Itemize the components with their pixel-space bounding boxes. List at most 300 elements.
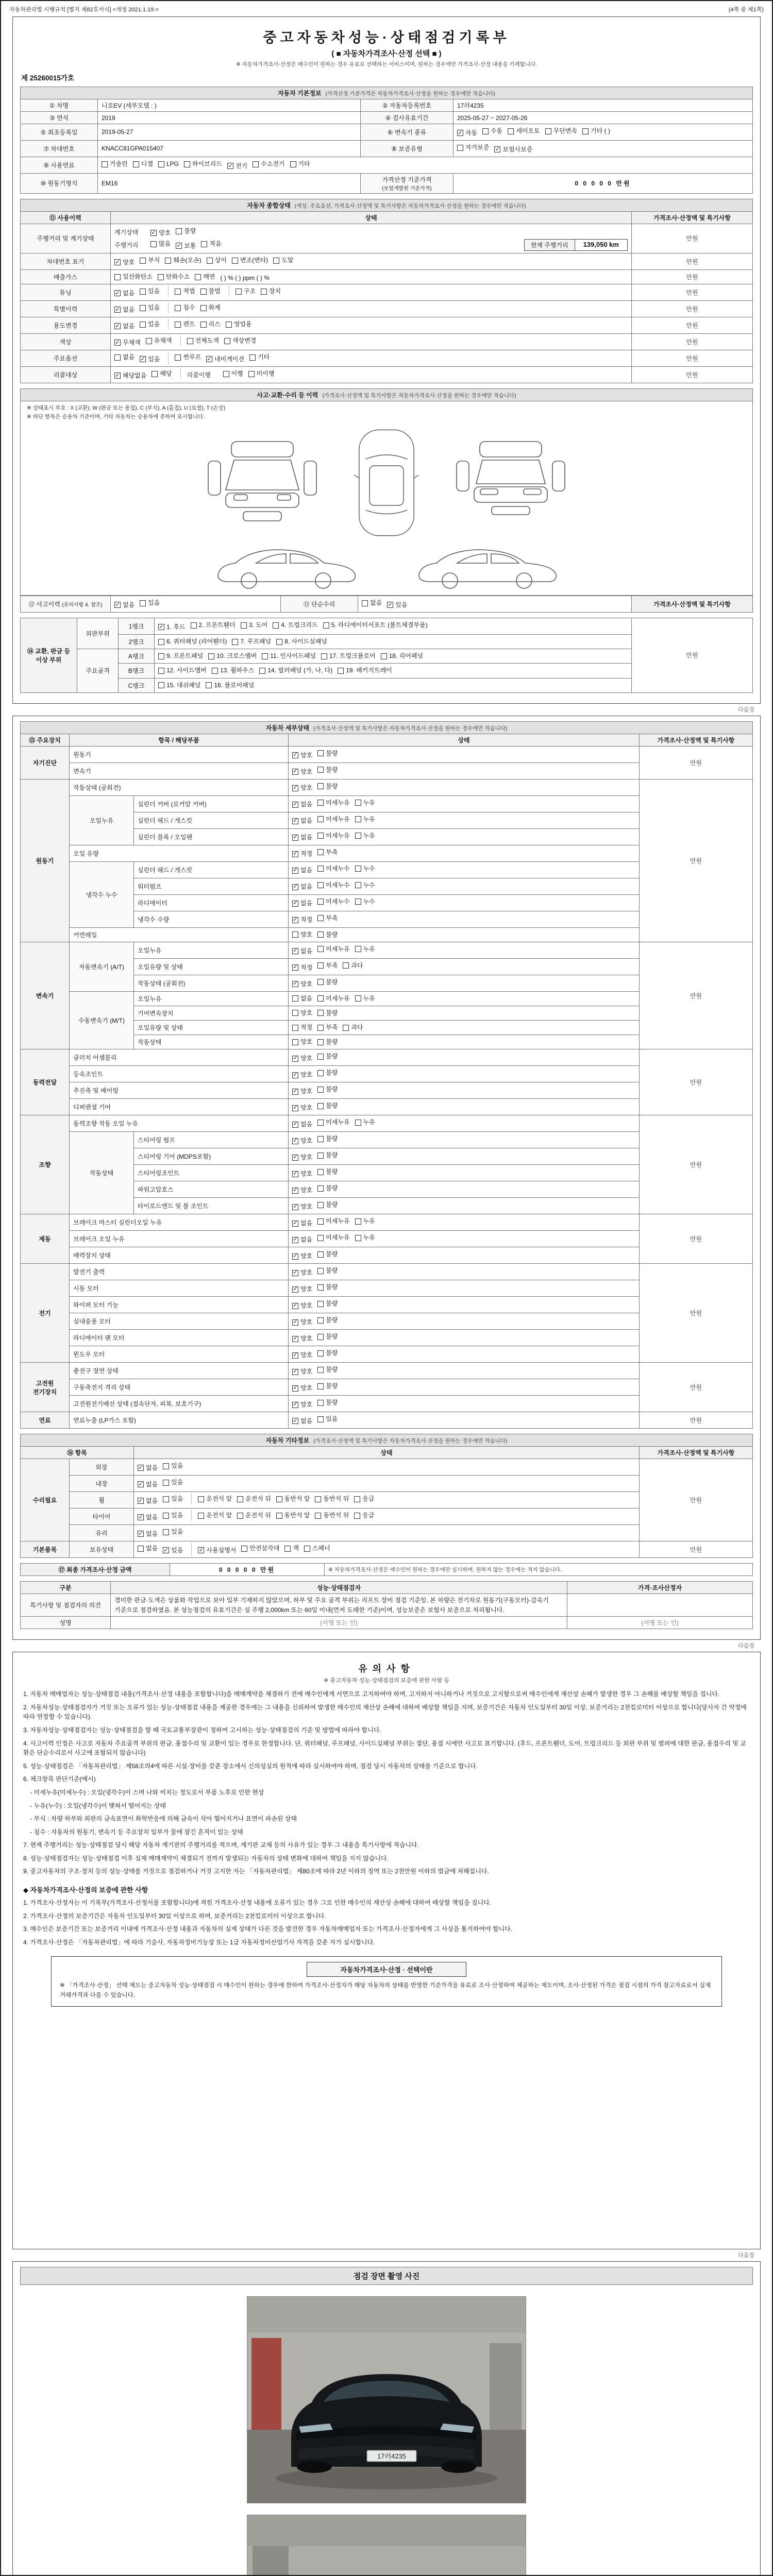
checkbox-option[interactable] xyxy=(292,1120,312,1129)
checkbox-unchecked-icon[interactable] xyxy=(315,1496,321,1502)
checkbox-option[interactable] xyxy=(163,1527,183,1537)
checkbox-unchecked-icon[interactable] xyxy=(317,899,324,905)
checkbox-option[interactable] xyxy=(232,637,271,647)
checkbox-unchecked-icon[interactable] xyxy=(317,979,324,985)
checkbox-unchecked-icon[interactable] xyxy=(198,1513,204,1519)
checkbox-unchecked-icon[interactable] xyxy=(195,274,201,280)
checkbox-unchecked-icon[interactable] xyxy=(317,1235,324,1241)
checkbox-option[interactable] xyxy=(198,1546,236,1555)
checkbox-unchecked-icon[interactable] xyxy=(317,1153,324,1159)
checkbox-option[interactable] xyxy=(317,798,349,808)
checkbox-option[interactable] xyxy=(114,352,135,362)
checkbox-option[interactable] xyxy=(276,1511,310,1520)
checkbox-option[interactable] xyxy=(236,286,256,296)
checkbox-option[interactable] xyxy=(262,651,316,661)
checkbox-option[interactable] xyxy=(241,1544,279,1553)
checkbox-option[interactable] xyxy=(284,1544,299,1553)
checkbox-option[interactable] xyxy=(317,782,338,791)
checkbox-unchecked-icon[interactable] xyxy=(158,274,164,280)
checkbox-unchecked-icon[interactable] xyxy=(582,128,589,134)
checkbox-option[interactable] xyxy=(198,1494,232,1504)
checkbox-unchecked-icon[interactable] xyxy=(224,338,230,344)
checkbox-option[interactable] xyxy=(292,1153,312,1162)
checkbox-option[interactable] xyxy=(187,336,219,346)
checkbox-option[interactable] xyxy=(292,816,312,826)
checkbox-checked-icon[interactable]: ✓ xyxy=(293,1187,298,1193)
checkbox-checked-icon[interactable]: ✓ xyxy=(293,1203,298,1210)
checkbox-unchecked-icon[interactable] xyxy=(355,833,361,839)
checkbox-unchecked-icon[interactable] xyxy=(317,1120,324,1126)
checkbox-option[interactable] xyxy=(261,286,281,296)
checkbox-unchecked-icon[interactable] xyxy=(290,161,296,167)
checkbox-option[interactable] xyxy=(133,159,153,169)
checkbox-checked-icon[interactable]: ✓ xyxy=(138,1497,143,1504)
checkbox-unchecked-icon[interactable] xyxy=(355,816,361,822)
checkbox-checked-icon[interactable]: ✓ xyxy=(115,372,120,379)
checkbox-checked-icon[interactable]: ✓ xyxy=(293,801,298,808)
checkbox-unchecked-icon[interactable] xyxy=(338,668,344,674)
checkbox-unchecked-icon[interactable] xyxy=(276,639,282,645)
checkbox-unchecked-icon[interactable] xyxy=(355,866,361,872)
checkbox-option[interactable] xyxy=(582,126,610,136)
checkbox-option[interactable] xyxy=(317,880,349,890)
checkbox-unchecked-icon[interactable] xyxy=(207,258,213,264)
checkbox-option[interactable] xyxy=(292,1268,312,1278)
checkbox-option[interactable] xyxy=(158,666,207,675)
checkbox-option[interactable] xyxy=(323,620,428,630)
checkbox-option[interactable] xyxy=(317,897,349,907)
checkbox-option[interactable] xyxy=(138,1544,158,1553)
checkbox-unchecked-icon[interactable] xyxy=(317,1185,324,1192)
checkbox-unchecked-icon[interactable] xyxy=(226,321,232,328)
checkbox-option[interactable] xyxy=(355,1117,375,1127)
checkbox-unchecked-icon[interactable] xyxy=(175,305,181,311)
checkbox-option[interactable] xyxy=(206,681,254,690)
checkbox-unchecked-icon[interactable] xyxy=(317,1350,324,1357)
checkbox-unchecked-icon[interactable] xyxy=(317,1218,324,1225)
checkbox-option[interactable] xyxy=(292,979,312,989)
checkbox-unchecked-icon[interactable] xyxy=(163,1513,169,1519)
checkbox-checked-icon[interactable]: ✓ xyxy=(293,1236,298,1243)
checkbox-checked-icon[interactable]: ✓ xyxy=(293,851,298,857)
checkbox-unchecked-icon[interactable] xyxy=(158,682,164,688)
checkbox-option[interactable] xyxy=(317,848,338,857)
checkbox-option[interactable] xyxy=(292,1103,312,1113)
checkbox-option[interactable] xyxy=(317,1233,349,1243)
checkbox-unchecked-icon[interactable] xyxy=(317,1268,324,1274)
checkbox-unchecked-icon[interactable] xyxy=(206,682,212,688)
checkbox-checked-icon[interactable]: ✓ xyxy=(293,785,298,791)
checkbox-unchecked-icon[interactable] xyxy=(317,833,324,839)
checkbox-option[interactable] xyxy=(317,864,349,874)
checkbox-unchecked-icon[interactable] xyxy=(163,1463,169,1469)
checkbox-unchecked-icon[interactable] xyxy=(343,1025,349,1031)
checkbox-option[interactable] xyxy=(273,620,317,630)
checkbox-option[interactable] xyxy=(292,1383,312,1393)
checkbox-unchecked-icon[interactable] xyxy=(191,622,197,629)
checkbox-option[interactable] xyxy=(317,1282,338,1292)
checkbox-checked-icon[interactable]: ✓ xyxy=(293,1318,298,1325)
checkbox-option[interactable] xyxy=(140,256,160,265)
checkbox-unchecked-icon[interactable] xyxy=(236,289,242,295)
checkbox-option[interactable] xyxy=(249,352,270,362)
checkbox-unchecked-icon[interactable] xyxy=(198,1496,204,1502)
checkbox-option[interactable] xyxy=(355,864,375,874)
checkbox-checked-icon[interactable]: ✓ xyxy=(293,1269,298,1276)
checkbox-checked-icon[interactable]: ✓ xyxy=(293,1335,298,1342)
checkbox-option[interactable] xyxy=(304,1544,330,1553)
checkbox-option[interactable] xyxy=(317,1084,338,1094)
checkbox-option[interactable] xyxy=(292,1169,312,1179)
checkbox-option[interactable] xyxy=(226,319,252,329)
checkbox-unchecked-icon[interactable] xyxy=(253,161,259,167)
checkbox-checked-icon[interactable]: ✓ xyxy=(293,1072,298,1078)
checkbox-unchecked-icon[interactable] xyxy=(292,1025,298,1031)
checkbox-option[interactable] xyxy=(237,1494,271,1504)
checkbox-option[interactable] xyxy=(138,1496,158,1506)
checkbox-option[interactable] xyxy=(317,765,338,775)
checkbox-unchecked-icon[interactable] xyxy=(273,258,279,264)
checkbox-option[interactable] xyxy=(292,899,312,908)
checkbox-option[interactable] xyxy=(317,1266,338,1276)
checkbox-unchecked-icon[interactable] xyxy=(102,161,108,167)
checkbox-option[interactable] xyxy=(292,833,312,842)
checkbox-option[interactable] xyxy=(482,126,502,136)
checkbox-option[interactable] xyxy=(355,1233,375,1243)
checkbox-unchecked-icon[interactable] xyxy=(175,354,181,361)
checkbox-option[interactable] xyxy=(290,159,310,169)
checkbox-option[interactable] xyxy=(317,1315,338,1325)
checkbox-unchecked-icon[interactable] xyxy=(208,653,214,659)
checkbox-option[interactable] xyxy=(273,256,293,265)
checkbox-unchecked-icon[interactable] xyxy=(317,1103,324,1109)
checkbox-option[interactable] xyxy=(355,798,375,808)
checkbox-unchecked-icon[interactable] xyxy=(187,338,193,344)
checkbox-option[interactable] xyxy=(292,1284,312,1294)
checkbox-unchecked-icon[interactable] xyxy=(355,899,361,905)
checkbox-unchecked-icon[interactable] xyxy=(184,161,190,167)
checkbox-unchecked-icon[interactable] xyxy=(276,1496,282,1502)
checkbox-option[interactable] xyxy=(317,1249,338,1259)
checkbox-unchecked-icon[interactable] xyxy=(355,1120,361,1126)
checkbox-unchecked-icon[interactable] xyxy=(262,653,268,659)
checkbox-checked-icon[interactable]: ✓ xyxy=(293,1088,298,1094)
checkbox-unchecked-icon[interactable] xyxy=(241,1546,247,1552)
checkbox-option[interactable] xyxy=(292,1202,312,1212)
checkbox-option[interactable] xyxy=(317,1365,338,1375)
checkbox-unchecked-icon[interactable] xyxy=(158,653,164,659)
checkbox-option[interactable] xyxy=(317,961,338,971)
checkbox-option[interactable] xyxy=(292,1136,312,1146)
checkbox-unchecked-icon[interactable] xyxy=(150,241,157,247)
checkbox-unchecked-icon[interactable] xyxy=(317,1039,324,1045)
checkbox-unchecked-icon[interactable] xyxy=(284,1546,291,1552)
checkbox-unchecked-icon[interactable] xyxy=(317,1284,324,1291)
checkbox-unchecked-icon[interactable] xyxy=(321,653,327,659)
checkbox-unchecked-icon[interactable] xyxy=(200,305,207,311)
checkbox-checked-icon[interactable]: ✓ xyxy=(293,1417,298,1424)
checkbox-option[interactable] xyxy=(248,369,275,379)
checkbox-option[interactable] xyxy=(317,1134,338,1144)
checkbox-option[interactable] xyxy=(241,620,268,630)
checkbox-unchecked-icon[interactable] xyxy=(317,1025,324,1031)
checkbox-option[interactable] xyxy=(292,1037,312,1047)
checkbox-option[interactable] xyxy=(292,1235,312,1245)
checkbox-option[interactable] xyxy=(138,1480,158,1489)
checkbox-unchecked-icon[interactable] xyxy=(355,1218,361,1225)
checkbox-option[interactable] xyxy=(317,1101,338,1111)
checkbox-unchecked-icon[interactable] xyxy=(304,1546,310,1552)
checkbox-option[interactable] xyxy=(114,600,135,610)
checkbox-option[interactable] xyxy=(176,241,196,251)
checkbox-option[interactable] xyxy=(321,651,376,661)
checkbox-option[interactable] xyxy=(224,336,256,346)
checkbox-unchecked-icon[interactable] xyxy=(317,1136,324,1142)
checkbox-unchecked-icon[interactable] xyxy=(317,1301,324,1307)
checkbox-option[interactable] xyxy=(253,159,284,169)
checkbox-checked-icon[interactable]: ✓ xyxy=(138,1514,143,1520)
checkbox-unchecked-icon[interactable] xyxy=(317,800,324,806)
checkbox-option[interactable] xyxy=(545,126,577,136)
checkbox-option[interactable] xyxy=(315,1494,349,1504)
checkbox-checked-icon[interactable]: ✓ xyxy=(293,980,298,987)
checkbox-option[interactable] xyxy=(317,1008,338,1018)
checkbox-option[interactable] xyxy=(158,681,200,690)
checkbox-unchecked-icon[interactable] xyxy=(163,1529,169,1535)
checkbox-option[interactable] xyxy=(292,1334,312,1344)
checkbox-option[interactable] xyxy=(292,767,312,777)
checkbox-option[interactable] xyxy=(208,651,257,661)
checkbox-unchecked-icon[interactable] xyxy=(140,289,146,295)
checkbox-unchecked-icon[interactable] xyxy=(323,622,329,629)
checkbox-checked-icon[interactable]: ✓ xyxy=(140,355,145,362)
checkbox-option[interactable] xyxy=(207,256,227,265)
checkbox-option[interactable] xyxy=(292,1070,312,1080)
checkbox-unchecked-icon[interactable] xyxy=(317,1010,324,1016)
checkbox-unchecked-icon[interactable] xyxy=(158,161,164,167)
checkbox-checked-icon[interactable]: ✓ xyxy=(293,947,298,954)
checkbox-unchecked-icon[interactable] xyxy=(237,1513,243,1519)
checkbox-option[interactable] xyxy=(292,882,312,892)
checkbox-unchecked-icon[interactable] xyxy=(317,1070,324,1076)
checkbox-unchecked-icon[interactable] xyxy=(200,289,207,295)
checkbox-unchecked-icon[interactable] xyxy=(165,258,171,264)
checkbox-unchecked-icon[interactable] xyxy=(237,1496,243,1502)
checkbox-checked-icon[interactable]: ✓ xyxy=(293,1154,298,1160)
checkbox-unchecked-icon[interactable] xyxy=(273,622,279,629)
checkbox-unchecked-icon[interactable] xyxy=(317,1087,324,1093)
checkbox-checked-icon[interactable]: ✓ xyxy=(293,1302,298,1309)
checkbox-checked-icon[interactable]: ✓ xyxy=(293,752,298,758)
checkbox-option[interactable] xyxy=(140,286,160,296)
checkbox-unchecked-icon[interactable] xyxy=(355,946,361,952)
checkbox-unchecked-icon[interactable] xyxy=(317,1202,324,1208)
checkbox-option[interactable] xyxy=(140,354,160,364)
checkbox-unchecked-icon[interactable] xyxy=(317,866,324,872)
checkbox-unchecked-icon[interactable] xyxy=(140,258,146,264)
checkbox-unchecked-icon[interactable] xyxy=(138,1546,144,1552)
checkbox-checked-icon[interactable]: ✓ xyxy=(115,339,120,346)
checkbox-checked-icon[interactable]: ✓ xyxy=(293,1170,298,1177)
checkbox-option[interactable] xyxy=(292,930,312,940)
checkbox-option[interactable] xyxy=(317,1200,338,1210)
checkbox-checked-icon[interactable]: ✓ xyxy=(293,1252,298,1259)
checkbox-unchecked-icon[interactable] xyxy=(317,1400,324,1406)
checkbox-option[interactable] xyxy=(317,1068,338,1078)
checkbox-unchecked-icon[interactable] xyxy=(317,1251,324,1258)
checkbox-unchecked-icon[interactable] xyxy=(232,258,238,264)
checkbox-option[interactable] xyxy=(292,751,312,760)
checkbox-option[interactable] xyxy=(343,1023,363,1032)
checkbox-checked-icon[interactable]: ✓ xyxy=(293,818,298,824)
checkbox-option[interactable] xyxy=(317,1381,338,1391)
checkbox-option[interactable] xyxy=(175,319,195,329)
checkbox-unchecked-icon[interactable] xyxy=(482,128,489,134)
checkbox-option[interactable] xyxy=(292,1218,312,1228)
checkbox-unchecked-icon[interactable] xyxy=(355,995,361,1002)
checkbox-unchecked-icon[interactable] xyxy=(146,338,152,344)
checkbox-option[interactable] xyxy=(138,1463,158,1473)
checkbox-option[interactable] xyxy=(317,1023,338,1032)
checkbox-option[interactable] xyxy=(292,946,312,956)
checkbox-option[interactable] xyxy=(114,289,135,298)
checkbox-option[interactable] xyxy=(158,272,190,282)
checkbox-unchecked-icon[interactable] xyxy=(248,371,255,377)
checkbox-checked-icon[interactable]: ✓ xyxy=(495,146,500,152)
checkbox-option[interactable] xyxy=(355,815,375,824)
checkbox-option[interactable] xyxy=(355,831,375,841)
checkbox-unchecked-icon[interactable] xyxy=(152,371,158,377)
checkbox-option[interactable] xyxy=(201,239,221,249)
checkbox-option[interactable] xyxy=(150,239,171,249)
checkbox-checked-icon[interactable]: ✓ xyxy=(138,1464,143,1471)
checkbox-unchecked-icon[interactable] xyxy=(201,241,207,247)
checkbox-option[interactable] xyxy=(355,880,375,890)
checkbox-option[interactable] xyxy=(163,1546,183,1555)
checkbox-option[interactable] xyxy=(355,897,375,907)
checkbox-checked-icon[interactable]: ✓ xyxy=(293,1285,298,1292)
checkbox-option[interactable] xyxy=(102,159,128,169)
checkbox-unchecked-icon[interactable] xyxy=(163,1480,169,1486)
checkbox-option[interactable] xyxy=(317,930,338,940)
checkbox-option[interactable] xyxy=(355,994,375,1004)
checkbox-checked-icon[interactable]: ✓ xyxy=(138,1530,143,1537)
checkbox-option[interactable] xyxy=(317,1150,338,1160)
checkbox-option[interactable] xyxy=(354,1494,374,1504)
checkbox-option[interactable] xyxy=(343,961,363,971)
checkbox-option[interactable] xyxy=(317,1117,349,1127)
checkbox-unchecked-icon[interactable] xyxy=(175,289,181,295)
checkbox-unchecked-icon[interactable] xyxy=(241,622,247,629)
checkbox-checked-icon[interactable]: ✓ xyxy=(115,306,120,313)
checkbox-unchecked-icon[interactable] xyxy=(140,321,146,328)
checkbox-option[interactable] xyxy=(138,1513,158,1522)
checkbox-option[interactable] xyxy=(317,1348,338,1358)
checkbox-option[interactable] xyxy=(355,1216,375,1226)
checkbox-unchecked-icon[interactable] xyxy=(317,849,324,855)
checkbox-option[interactable] xyxy=(206,354,244,364)
checkbox-unchecked-icon[interactable] xyxy=(355,882,361,888)
checkbox-option[interactable] xyxy=(163,1478,183,1487)
checkbox-checked-icon[interactable]: ✓ xyxy=(151,229,156,236)
checkbox-option[interactable] xyxy=(317,994,349,1004)
checkbox-option[interactable] xyxy=(152,369,172,379)
checkbox-unchecked-icon[interactable] xyxy=(292,1010,298,1016)
checkbox-checked-icon[interactable]: ✓ xyxy=(138,1481,143,1487)
checkbox-option[interactable] xyxy=(317,1167,338,1177)
checkbox-checked-icon[interactable]: ✓ xyxy=(159,623,164,630)
checkbox-unchecked-icon[interactable] xyxy=(354,1496,360,1502)
checkbox-option[interactable] xyxy=(387,600,407,610)
checkbox-option[interactable] xyxy=(317,1398,338,1408)
checkbox-unchecked-icon[interactable] xyxy=(140,600,146,606)
checkbox-option[interactable] xyxy=(292,1023,312,1032)
checkbox-option[interactable] xyxy=(163,1494,183,1504)
checkbox-option[interactable] xyxy=(175,303,195,313)
checkbox-unchecked-icon[interactable] xyxy=(317,882,324,888)
checkbox-unchecked-icon[interactable] xyxy=(223,371,229,377)
checkbox-unchecked-icon[interactable] xyxy=(292,1039,298,1045)
checkbox-unchecked-icon[interactable] xyxy=(317,1383,324,1389)
checkbox-unchecked-icon[interactable] xyxy=(317,1334,324,1340)
checkbox-checked-icon[interactable]: ✓ xyxy=(293,964,298,971)
checkbox-unchecked-icon[interactable] xyxy=(457,145,463,151)
checkbox-unchecked-icon[interactable] xyxy=(355,1235,361,1241)
checkbox-option[interactable] xyxy=(195,272,215,282)
checkbox-option[interactable] xyxy=(176,226,196,236)
checkbox-unchecked-icon[interactable] xyxy=(317,1169,324,1175)
checkbox-checked-icon[interactable]: ✓ xyxy=(163,1547,169,1553)
checkbox-checked-icon[interactable]: ✓ xyxy=(293,1384,298,1391)
checkbox-option[interactable] xyxy=(317,913,338,923)
checkbox-option[interactable] xyxy=(114,272,153,282)
checkbox-unchecked-icon[interactable] xyxy=(354,1513,360,1519)
checkbox-option[interactable] xyxy=(140,319,160,329)
checkbox-option[interactable] xyxy=(200,286,221,296)
checkbox-option[interactable] xyxy=(140,303,160,313)
checkbox-checked-icon[interactable]: ✓ xyxy=(293,1104,298,1111)
checkbox-option[interactable] xyxy=(200,303,221,313)
checkbox-option[interactable] xyxy=(150,228,171,238)
checkbox-checked-icon[interactable]: ✓ xyxy=(293,768,298,775)
checkbox-unchecked-icon[interactable] xyxy=(133,161,139,167)
checkbox-option[interactable] xyxy=(315,1511,349,1520)
checkbox-unchecked-icon[interactable] xyxy=(212,668,218,674)
checkbox-checked-icon[interactable]: ✓ xyxy=(293,1055,298,1062)
checkbox-option[interactable] xyxy=(317,749,338,758)
checkbox-unchecked-icon[interactable] xyxy=(317,1317,324,1324)
checkbox-option[interactable] xyxy=(317,831,349,841)
checkbox-option[interactable] xyxy=(200,319,221,329)
checkbox-checked-icon[interactable]: ✓ xyxy=(388,601,393,608)
checkbox-unchecked-icon[interactable] xyxy=(114,274,121,280)
checkbox-checked-icon[interactable]: ✓ xyxy=(115,601,120,608)
checkbox-checked-icon[interactable]: ✓ xyxy=(293,1219,298,1226)
checkbox-option[interactable] xyxy=(292,866,312,875)
checkbox-option[interactable] xyxy=(158,622,186,632)
checkbox-checked-icon[interactable]: ✓ xyxy=(293,917,298,923)
checkbox-option[interactable] xyxy=(292,783,312,793)
checkbox-option[interactable] xyxy=(292,1416,312,1426)
checkbox-option[interactable] xyxy=(354,1511,374,1520)
checkbox-unchecked-icon[interactable] xyxy=(317,931,324,938)
checkbox-option[interactable] xyxy=(292,1087,312,1096)
checkbox-unchecked-icon[interactable] xyxy=(317,750,324,756)
checkbox-option[interactable] xyxy=(317,1414,338,1424)
checkbox-checked-icon[interactable]: ✓ xyxy=(207,355,212,362)
checkbox-checked-icon[interactable]: ✓ xyxy=(115,323,120,329)
checkbox-option[interactable] xyxy=(114,258,135,267)
